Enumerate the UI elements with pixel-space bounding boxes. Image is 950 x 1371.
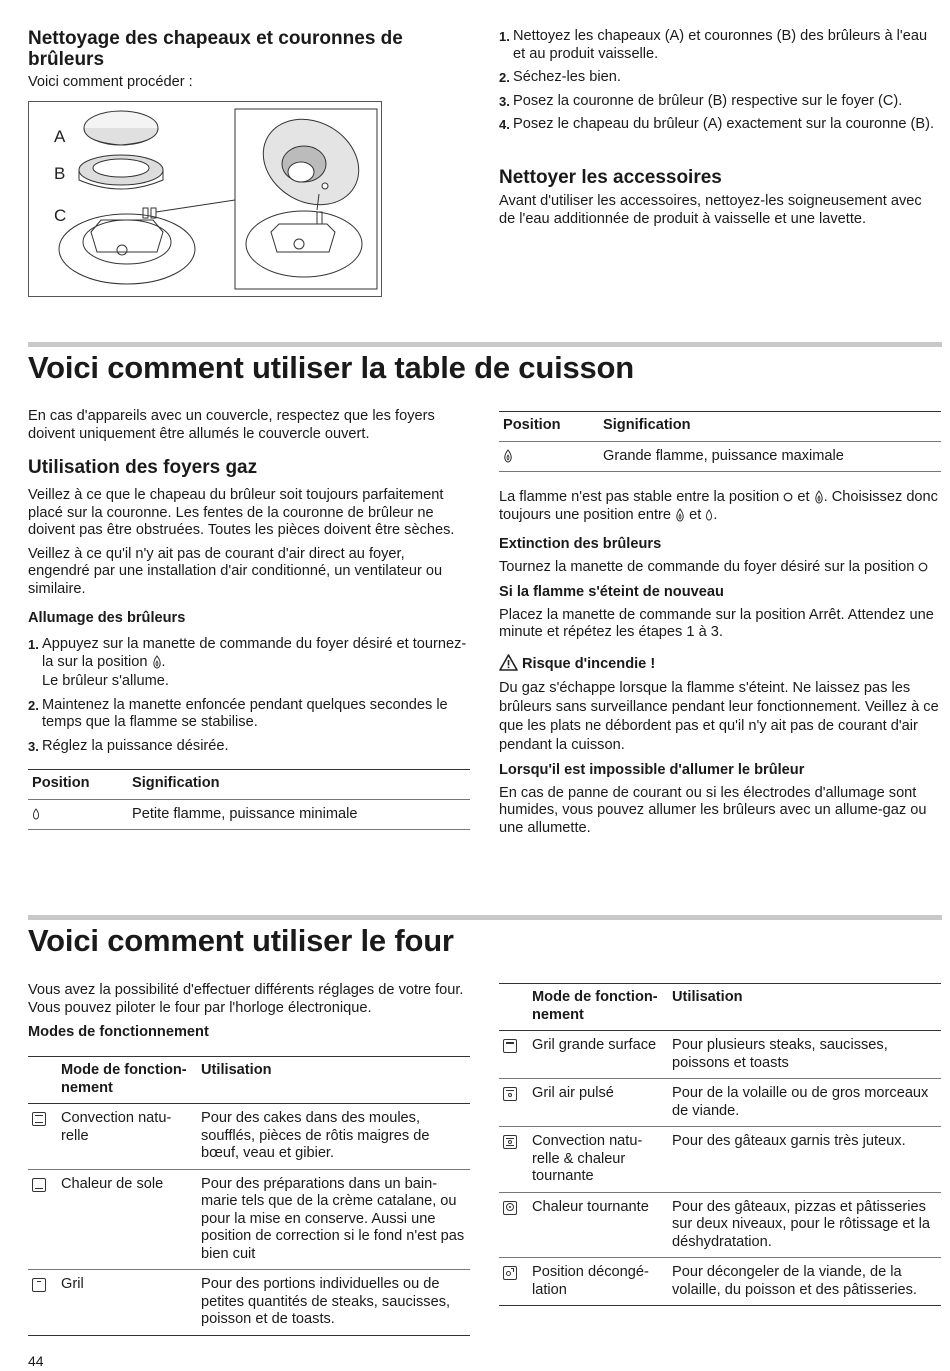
table-row — [28, 1104, 470, 1170]
ignition-step: 3. Réglez la puissance désirée. — [28, 737, 229, 754]
meaning-header: Signification — [603, 417, 691, 433]
hob-left-column — [28, 408, 470, 830]
oven-right-column — [499, 983, 941, 1306]
use-cell: Pour des gâteaux garnis très juteux. — [672, 1133, 906, 1149]
small-flame-icon — [32, 808, 40, 820]
hob-title: Voici comment utiliser la table de cuisson — [28, 350, 635, 385]
fan-grill-icon — [503, 1087, 517, 1101]
cleaning-step: 3. Posez la couronne de brûleur (B) respective sur le foyer (C). — [499, 92, 903, 109]
use-cell: Pour des gâteaux, pizzas et pâtisseries sur deux niveaux, pour le rôtissage et la déshydratation. — [672, 1198, 930, 1250]
ignition-step-sub: Le brûleur s'allume. — [42, 673, 169, 689]
hot-air-icon — [503, 1201, 517, 1215]
defrost-icon — [503, 1266, 517, 1280]
table-row — [499, 1127, 941, 1193]
cleaning-step: 4. Posez le chapeau du brûleur (A) exactement sur la couronne (B). — [499, 116, 935, 132]
oven-left-column — [28, 982, 470, 1336]
table-row — [499, 1031, 941, 1079]
section-divider — [28, 915, 942, 920]
table-row — [28, 1270, 470, 1336]
accessories-title: Nettoyer les accessoires — [499, 167, 722, 188]
convection-fan-icon — [503, 1135, 517, 1149]
figure-label-c: C — [54, 206, 67, 225]
table-row — [28, 799, 470, 830]
table-cell: Petite flamme, puissance minimale — [132, 805, 358, 822]
large-flame-icon — [152, 655, 162, 669]
position-header: Position — [32, 775, 90, 791]
fire-risk-title: Risque d'incendie ! — [499, 654, 941, 673]
off-position-icon — [783, 492, 793, 502]
table-row — [499, 1258, 941, 1306]
large-flame-icon — [814, 490, 824, 504]
modes-table-left — [28, 1056, 470, 1336]
cleaning-step: 1. Nettoyez les chapeaux (A) et couronnes (B) des brûleurs à l'eau et au produit vaisselle. — [499, 28, 928, 62]
gas-paragraph-2: Veillez à ce qu'il n'y ait pas de courant d'air direct au foyer, engendré par une installation d'air conditionné, un ventilateur ou similaire. — [28, 545, 443, 597]
bottom-heat-icon — [32, 1178, 46, 1192]
ignition-step: 1. Appuyez sur la manette de commande du foyer désiré et tournez-la sur la position . Le brûleur s'allume. — [28, 636, 470, 691]
grill-icon — [32, 1278, 46, 1292]
table-cell: Grande flamme, puissance maximale — [603, 447, 844, 464]
meaning-header: Signification — [132, 775, 220, 791]
table-row — [499, 1192, 941, 1258]
manual-ignition-text: En cas de panne de courant ou si les électrodes d'allumage sont humides, vous pouvez allumer les brûleurs avec un allume-gaz ou une allumette. — [499, 784, 927, 836]
mode-cell: Position décongélation — [532, 1264, 649, 1298]
ignition-title: Allumage des brûleurs — [28, 610, 186, 626]
use-cell: Pour des portions individuelles ou de petites quantités de steaks, saucisses, poisson et de toasts. — [201, 1276, 451, 1327]
mode-cell: Gril air pulsé — [532, 1085, 614, 1101]
manual-ignition-title: Lorsqu'il est impossible d'allumer le brûleur — [499, 761, 805, 778]
extinction-title: Extinction des brûleurs — [499, 536, 662, 552]
oven-title: Voici comment utiliser le four — [28, 923, 454, 958]
ignition-step: 2. Maintenez la manette enfoncée pendant quelques secondes le temps que la flamme se stabilise. — [28, 696, 448, 730]
large-flame-icon — [675, 508, 685, 522]
cleaning-intro: Voici comment procéder : — [28, 74, 193, 90]
hob-intro: En cas d'appareils avec un couvercle, respectez que les foyers doivent uniquement être allumés le couvercle ouvert. — [28, 408, 435, 442]
position-header: Position — [503, 417, 561, 433]
mode-header: Mode de fonctionnement — [61, 1062, 187, 1096]
mode-cell: Gril — [61, 1276, 84, 1292]
figure-label-a: A — [54, 127, 66, 146]
position-table-large — [499, 411, 941, 472]
gas-paragraph-1: Veillez à ce que le chapeau du brûleur soit toujours parfaitement placé sur la couronne. Les fentes de la couronne de brûleur ne doivent pas être obstruées. Toutes les pièces doivent être sèches. — [28, 487, 455, 538]
burner-illustration — [29, 102, 381, 296]
relight-text: Placez la manette de commande sur la position Arrêt. Attendez une minute et répétez les étapes 1 à 3. — [499, 606, 934, 640]
full-grill-icon — [503, 1039, 517, 1053]
extinction-text: Tournez la manette de commande du foyer désiré sur la position — [499, 559, 941, 577]
table-row — [28, 1169, 470, 1270]
cleaning-title: Nettoyage des chapeaux et couronnes de brûleurs — [28, 28, 403, 70]
mode-cell: Chaleur de sole — [61, 1175, 164, 1192]
cleaning-steps — [499, 28, 941, 140]
use-cell: Pour des cakes dans des moules, soufflés, pièces de rôtis maigres de bœuf, veau et gibier. — [201, 1110, 430, 1161]
table-row — [499, 1079, 941, 1127]
section-divider — [28, 342, 942, 347]
oven-intro: Vous avez la possibilité d'effectuer différents réglages de votre four. Vous pouvez piloter le four par l'horloge électronique. — [28, 982, 464, 1016]
use-header: Utilisation — [201, 1062, 272, 1078]
mode-cell: Chaleur tournante — [532, 1198, 649, 1215]
mode-header: Mode de fonctionnement — [532, 989, 658, 1023]
use-cell: Pour plusieurs steaks, saucisses, poissons et toasts — [672, 1037, 888, 1071]
large-flame-icon — [503, 449, 513, 463]
figure-label-b: B — [54, 164, 66, 183]
use-cell: Pour décongeler de la viande, de la volaille, du poisson et des pâtisseries. — [672, 1264, 917, 1298]
mode-cell: Convection naturelle & chaleur tournante — [532, 1133, 643, 1184]
use-header: Utilisation — [672, 989, 743, 1005]
modes-table-right — [499, 983, 941, 1306]
cleaning-step: 2. Séchez-les bien. — [499, 69, 621, 85]
accessories-text: Avant d'utiliser les accessoires, nettoyez-les soigneusement avec de l'eau additionnée de produit à vaisselle et une lavette. — [499, 193, 922, 227]
unstable-flame-text: La flamme n'est pas stable entre la position et . Choisissez donc toujours une position entre et . — [499, 489, 938, 523]
table-row — [499, 441, 941, 472]
mode-cell: Gril grande surface — [532, 1037, 657, 1053]
fire-risk-text: Du gaz s'échappe lorsque la flamme s'éteint. Ne laissez pas les brûleurs sans surveillance pendant leur fonctionnement. Veillez à ce que les plats ne débordent pas et qu'il n'y ait pas de courant d'air pendant la cuisson. — [499, 679, 939, 753]
relight-title: Si la flamme s'éteint de nouveau — [499, 583, 724, 600]
modes-title: Modes de fonctionnement — [28, 1024, 209, 1040]
position-table-small — [28, 769, 470, 830]
warning-triangle-icon — [499, 654, 518, 671]
off-position-icon — [918, 562, 928, 572]
burner-figure — [28, 101, 382, 297]
page-number: 44 — [28, 1353, 44, 1369]
mode-cell: Convection naturelle — [61, 1110, 172, 1144]
hob-right-column — [499, 411, 941, 843]
top-bottom-heat-icon — [32, 1112, 46, 1126]
use-cell: Pour de la volaille ou de gros morceaux de viande. — [672, 1085, 929, 1119]
use-cell: Pour des préparations dans un bain-marie tels que de la crème catalane, ou pour la mise en conserve. Aussi une position de correction si le fond n'est pas bien cuit — [201, 1175, 465, 1262]
gas-title: Utilisation des foyers gaz — [28, 457, 258, 478]
